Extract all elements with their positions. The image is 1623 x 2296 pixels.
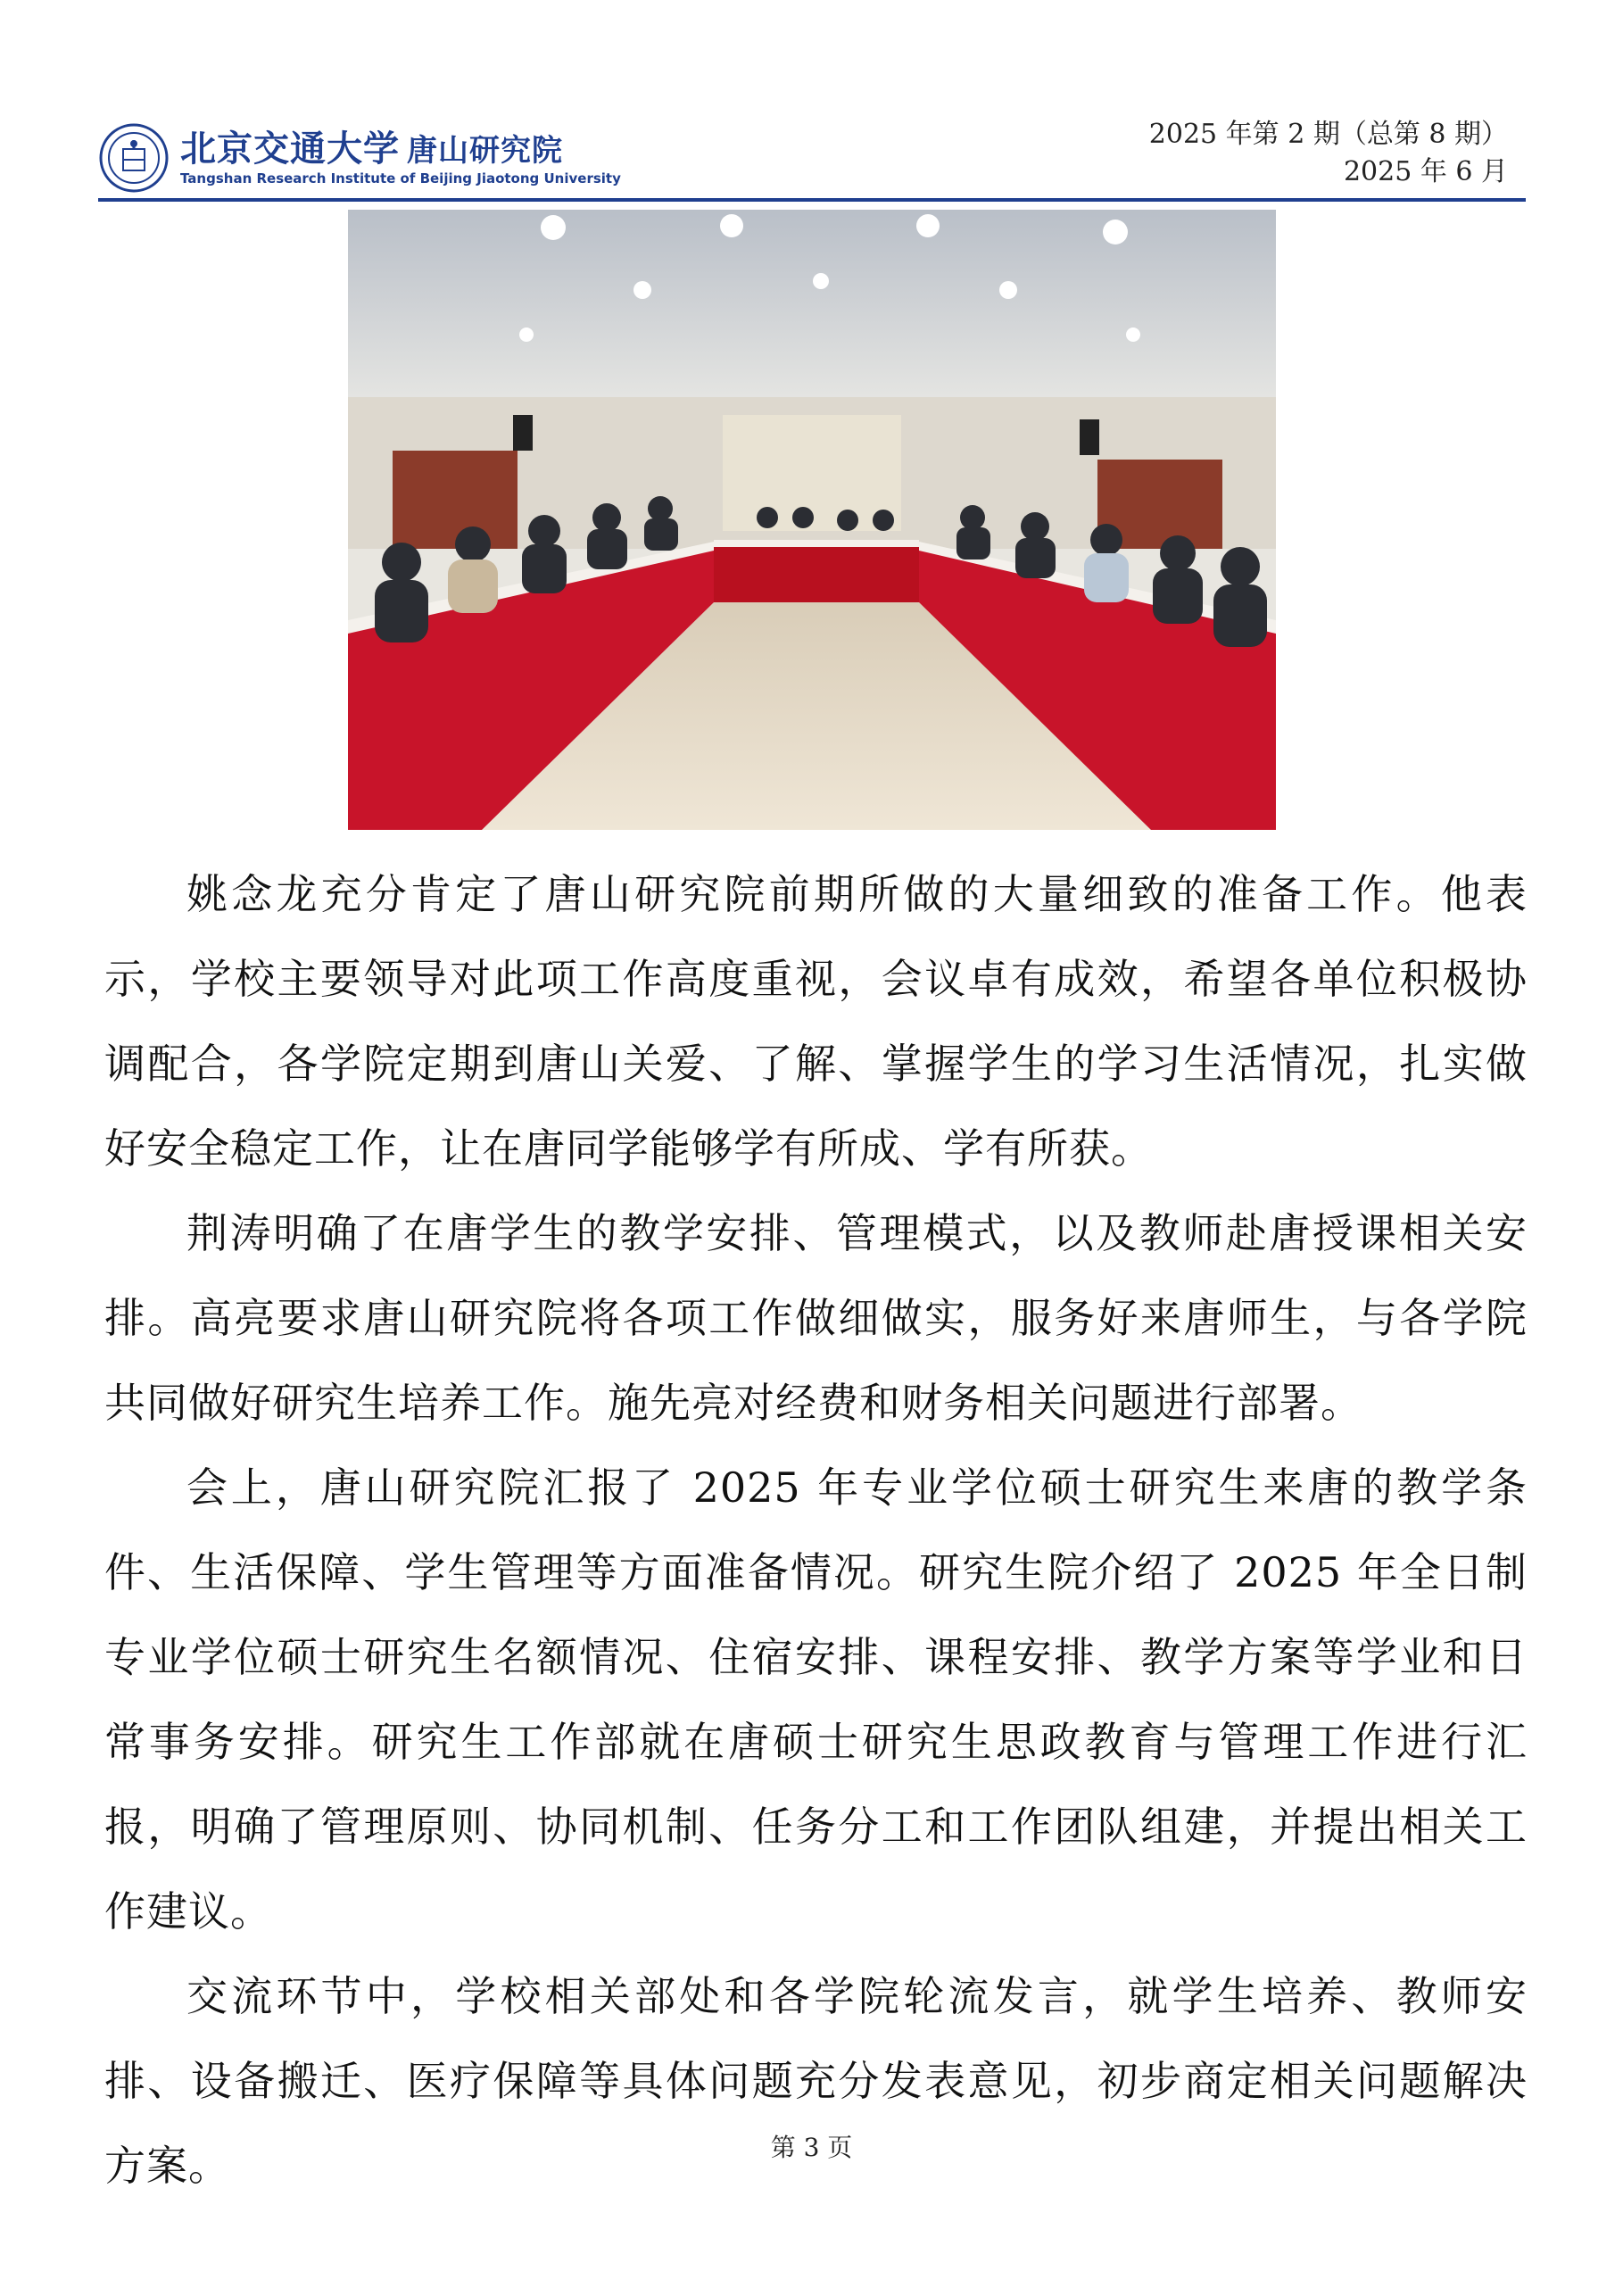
meeting-photo <box>348 210 1276 830</box>
logo-institute-name: 唐山研究院 <box>407 133 563 169</box>
header-divider <box>98 198 1526 202</box>
paragraph-3: 会上，唐山研究院汇报了 2025 年专业学位硕士研究生来唐的教学条件、生活保障、学生管理等方面准备情况。研究生院介绍了 2025 年全日制专业学位硕士研究生名额情况、住宿安排、课程安排、教学方案等学业和日常事务安排。研究生工作部就在唐硕士研究生思政教育与管理工作进行汇报，明确了管理原则、协同机制、任务分工和工作团队组建，并提出相关工作建议。 <box>104 1463 1528 1935</box>
logo-university-name: 北京交通大学 <box>180 128 400 170</box>
issue-number: 2025 年第 2 期（总第 8 期） <box>1148 119 1508 150</box>
paragraph-2: 荆涛明确了在唐学生的教学安排、管理模式，以及教师赴唐授课相关安排。高亮要求唐山研究院将各项工作做细做实，服务好来唐师生，与各学院共同做好研究生培养工作。施先亮对经费和财务相关问题进行部署。 <box>104 1209 1528 1427</box>
logo-english-name: Tangshan Research Institute of Beijing Jiaotong University <box>180 170 621 186</box>
page-number: 第 3 页 <box>770 2133 853 2162</box>
paragraph-4: 交流环节中，学校相关部处和各学院轮流发言，就学生培养、教师安排、设备搬迁、医疗保障等具体问题充分发表意见，初步商定相关问题解决方案。 <box>104 1972 1528 2190</box>
institution-logo <box>98 112 669 201</box>
issue-info <box>1149 116 1508 191</box>
page-header <box>98 103 1526 201</box>
issue-date: 2025 年 6 月 <box>1343 156 1508 187</box>
university-seal-icon <box>98 122 170 194</box>
paragraph-1: 姚念龙充分肯定了唐山研究院前期所做的大量细致的准备工作。他表示，学校主要领导对此项工作高度重视，会议卓有成效，希望各单位积极协调配合，各学院定期到唐山关爱、了解、掌握学生的学习生活情况，扎实做好安全稳定工作，让在唐同学能够学有所成、学有所获。 <box>104 870 1528 1173</box>
article-body <box>104 852 1528 2209</box>
